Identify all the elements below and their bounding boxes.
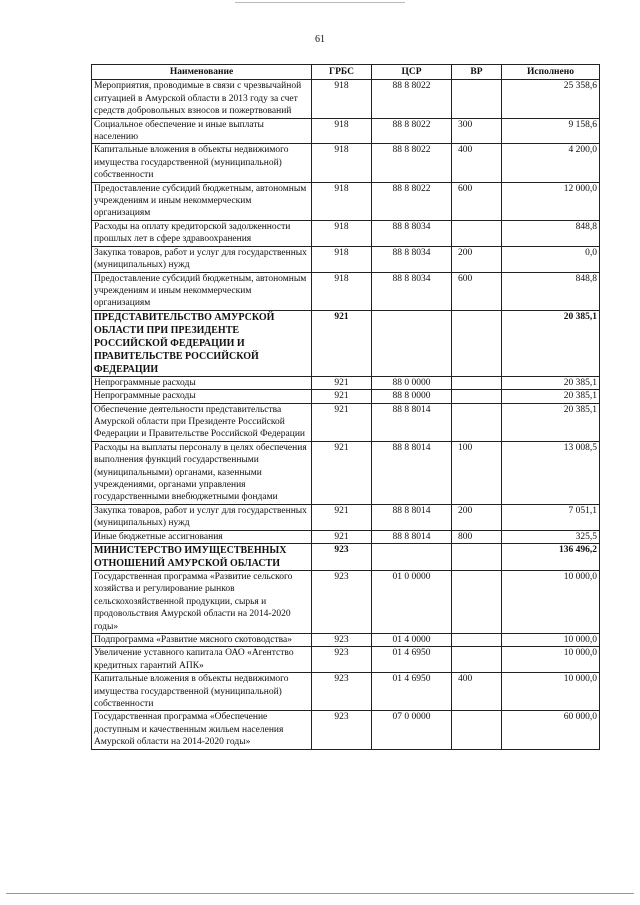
row-csr: 88 8 8022 [372, 118, 452, 144]
table-row [92, 571, 600, 634]
row-vr: 800 [452, 530, 502, 543]
row-grbs: 921 [312, 504, 372, 530]
row-executed: 60 000,0 [502, 711, 600, 749]
row-name: Капитальные вложения в объекты недвижимого имущества государственной (муниципальной) собственности [92, 673, 312, 711]
row-vr [452, 544, 502, 571]
row-executed: 10 000,0 [502, 647, 600, 673]
row-name: Предоставление субсидий бюджетным, автономным учреждениям и иным некоммерческим организациям [92, 272, 312, 310]
row-grbs: 918 [312, 246, 372, 272]
row-vr: 600 [452, 272, 502, 310]
row-executed: 13 008,5 [502, 441, 600, 504]
header-csr: ЦСР [372, 65, 452, 80]
row-executed: 0,0 [502, 246, 600, 272]
row-executed: 4 200,0 [502, 144, 600, 182]
row-grbs: 918 [312, 118, 372, 144]
scan-bottom-edge [6, 893, 634, 894]
row-csr: 88 8 0000 [372, 390, 452, 403]
table-row [92, 182, 600, 220]
row-executed: 20 385,1 [502, 310, 600, 376]
row-csr: 01 4 0000 [372, 634, 452, 647]
row-name: ПРЕДСТАВИТЕЛЬСТВО АМУРСКОЙ ОБЛАСТИ ПРИ ПРЕЗИДЕНТЕ РОССИЙСКОЙ ФЕДЕРАЦИИ И ПРАВИТЕЛЬСТВЕ РОССИЙСКОЙ ФЕДЕРАЦИИ [92, 310, 312, 376]
table-row [92, 80, 600, 118]
row-csr: 88 8 8034 [372, 220, 452, 246]
row-grbs: 921 [312, 441, 372, 504]
row-vr: 400 [452, 144, 502, 182]
row-grbs: 921 [312, 376, 372, 389]
row-name: Закупка товаров, работ и услуг для государственных (муниципальных) нужд [92, 504, 312, 530]
table-row [92, 376, 600, 389]
row-executed: 10 000,0 [502, 673, 600, 711]
row-grbs: 923 [312, 711, 372, 749]
table-row [92, 544, 600, 571]
row-name: Предоставление субсидий бюджетным, автономным учреждениям и иным некоммерческим организациям [92, 182, 312, 220]
header-vr: ВР [452, 65, 502, 80]
row-grbs: 923 [312, 544, 372, 571]
row-vr [452, 571, 502, 634]
row-vr: 600 [452, 182, 502, 220]
row-name: Расходы на оплату кредиторской задолженности прошлых лет в сфере здравоохранения [92, 220, 312, 246]
page-number: 61 [315, 34, 325, 45]
row-executed: 7 051,1 [502, 504, 600, 530]
table-row [92, 634, 600, 647]
table-row [92, 441, 600, 504]
row-grbs: 918 [312, 220, 372, 246]
table-row [92, 390, 600, 403]
row-executed: 20 385,1 [502, 390, 600, 403]
row-grbs: 921 [312, 530, 372, 543]
row-vr: 200 [452, 246, 502, 272]
row-executed: 848,8 [502, 220, 600, 246]
row-csr: 88 8 8014 [372, 530, 452, 543]
scan-top-edge [235, 2, 405, 3]
row-csr: 88 8 8034 [372, 246, 452, 272]
table-row [92, 403, 600, 441]
row-grbs: 918 [312, 182, 372, 220]
row-name: Иные бюджетные ассигнования [92, 530, 312, 543]
table-row [92, 220, 600, 246]
table-row [92, 246, 600, 272]
row-name: Государственная программа «Обеспечение доступным и качественным жильем населения Амурской области на 2014-2020 годы» [92, 711, 312, 749]
table-row [92, 530, 600, 543]
row-csr: 88 8 8014 [372, 403, 452, 441]
row-grbs: 923 [312, 673, 372, 711]
table-row [92, 504, 600, 530]
table-row [92, 118, 600, 144]
row-vr [452, 390, 502, 403]
row-name: Обеспечение деятельности представительства Амурской области при Президенте Российской Федерации и Правительстве Российской Федерации [92, 403, 312, 441]
row-vr [452, 376, 502, 389]
row-name: Мероприятия, проводимые в связи с чрезвычайной ситуацией в Амурской области в 2013 году за счет средств добровольных взносов и пожертвований [92, 80, 312, 118]
row-executed: 20 385,1 [502, 403, 600, 441]
row-vr [452, 647, 502, 673]
header-executed: Исполнено [502, 65, 600, 80]
row-name: Закупка товаров, работ и услуг для государственных (муниципальных) нужд [92, 246, 312, 272]
row-csr: 88 8 8014 [372, 441, 452, 504]
row-grbs: 923 [312, 647, 372, 673]
row-grbs: 923 [312, 634, 372, 647]
row-executed: 12 000,0 [502, 182, 600, 220]
row-vr [452, 220, 502, 246]
row-name: Непрограммные расходы [92, 390, 312, 403]
row-grbs: 921 [312, 310, 372, 376]
row-executed: 136 496,2 [502, 544, 600, 571]
row-name: Социальное обеспечение и иные выплаты населению [92, 118, 312, 144]
table-row [92, 673, 600, 711]
table-row [92, 711, 600, 749]
header-name: Наименование [92, 65, 312, 80]
row-csr: 88 8 8022 [372, 182, 452, 220]
row-vr: 200 [452, 504, 502, 530]
row-csr: 88 0 0000 [372, 376, 452, 389]
header-grbs: ГРБС [312, 65, 372, 80]
row-executed: 325,5 [502, 530, 600, 543]
row-vr [452, 634, 502, 647]
row-name: Расходы на выплаты персоналу в целях обеспечения выполнения функций государственными (муниципальными) органами, казенными учреждениями, органами управления государственными внебюджетными фондами [92, 441, 312, 504]
row-vr: 400 [452, 673, 502, 711]
table-header-row [92, 65, 600, 80]
row-csr: 01 4 6950 [372, 673, 452, 711]
row-executed: 20 385,1 [502, 376, 600, 389]
row-csr: 88 8 8022 [372, 80, 452, 118]
row-csr: 07 0 0000 [372, 711, 452, 749]
row-executed: 848,8 [502, 272, 600, 310]
row-csr: 88 8 8022 [372, 144, 452, 182]
row-executed: 9 158,6 [502, 118, 600, 144]
row-csr: 88 8 8034 [372, 272, 452, 310]
row-grbs: 921 [312, 390, 372, 403]
row-name: Непрограммные расходы [92, 376, 312, 389]
table-row [92, 647, 600, 673]
row-vr [452, 403, 502, 441]
row-executed: 10 000,0 [502, 571, 600, 634]
row-vr [452, 711, 502, 749]
row-name: Увеличение уставного капитала ОАО «Агентство кредитных гарантий АПК» [92, 647, 312, 673]
table-row [92, 272, 600, 310]
expenditure-table [91, 64, 600, 750]
row-vr [452, 80, 502, 118]
row-executed: 10 000,0 [502, 634, 600, 647]
row-grbs: 921 [312, 403, 372, 441]
table-row [92, 144, 600, 182]
row-name: Государственная программа «Развитие сельского хозяйства и регулирование рынков сельскохозяйственной продукции, сырья и продовольствия Амурской области на 2014-2020 годы» [92, 571, 312, 634]
row-executed: 25 358,6 [502, 80, 600, 118]
row-vr: 300 [452, 118, 502, 144]
row-name: Подпрограмма «Развитие мясного скотоводства» [92, 634, 312, 647]
row-vr [452, 310, 502, 376]
row-grbs: 918 [312, 80, 372, 118]
row-name: МИНИСТЕРСТВО ИМУЩЕСТВЕННЫХ ОТНОШЕНИЙ АМУРСКОЙ ОБЛАСТИ [92, 544, 312, 571]
row-csr: 88 8 8014 [372, 504, 452, 530]
row-vr: 100 [452, 441, 502, 504]
row-csr [372, 544, 452, 571]
row-csr [372, 310, 452, 376]
row-grbs: 918 [312, 272, 372, 310]
row-grbs: 918 [312, 144, 372, 182]
row-name: Капитальные вложения в объекты недвижимого имущества государственной (муниципальной) собственности [92, 144, 312, 182]
table-body [92, 80, 600, 749]
table-row [92, 310, 600, 376]
row-csr: 01 0 0000 [372, 571, 452, 634]
row-csr: 01 4 6950 [372, 647, 452, 673]
row-grbs: 923 [312, 571, 372, 634]
